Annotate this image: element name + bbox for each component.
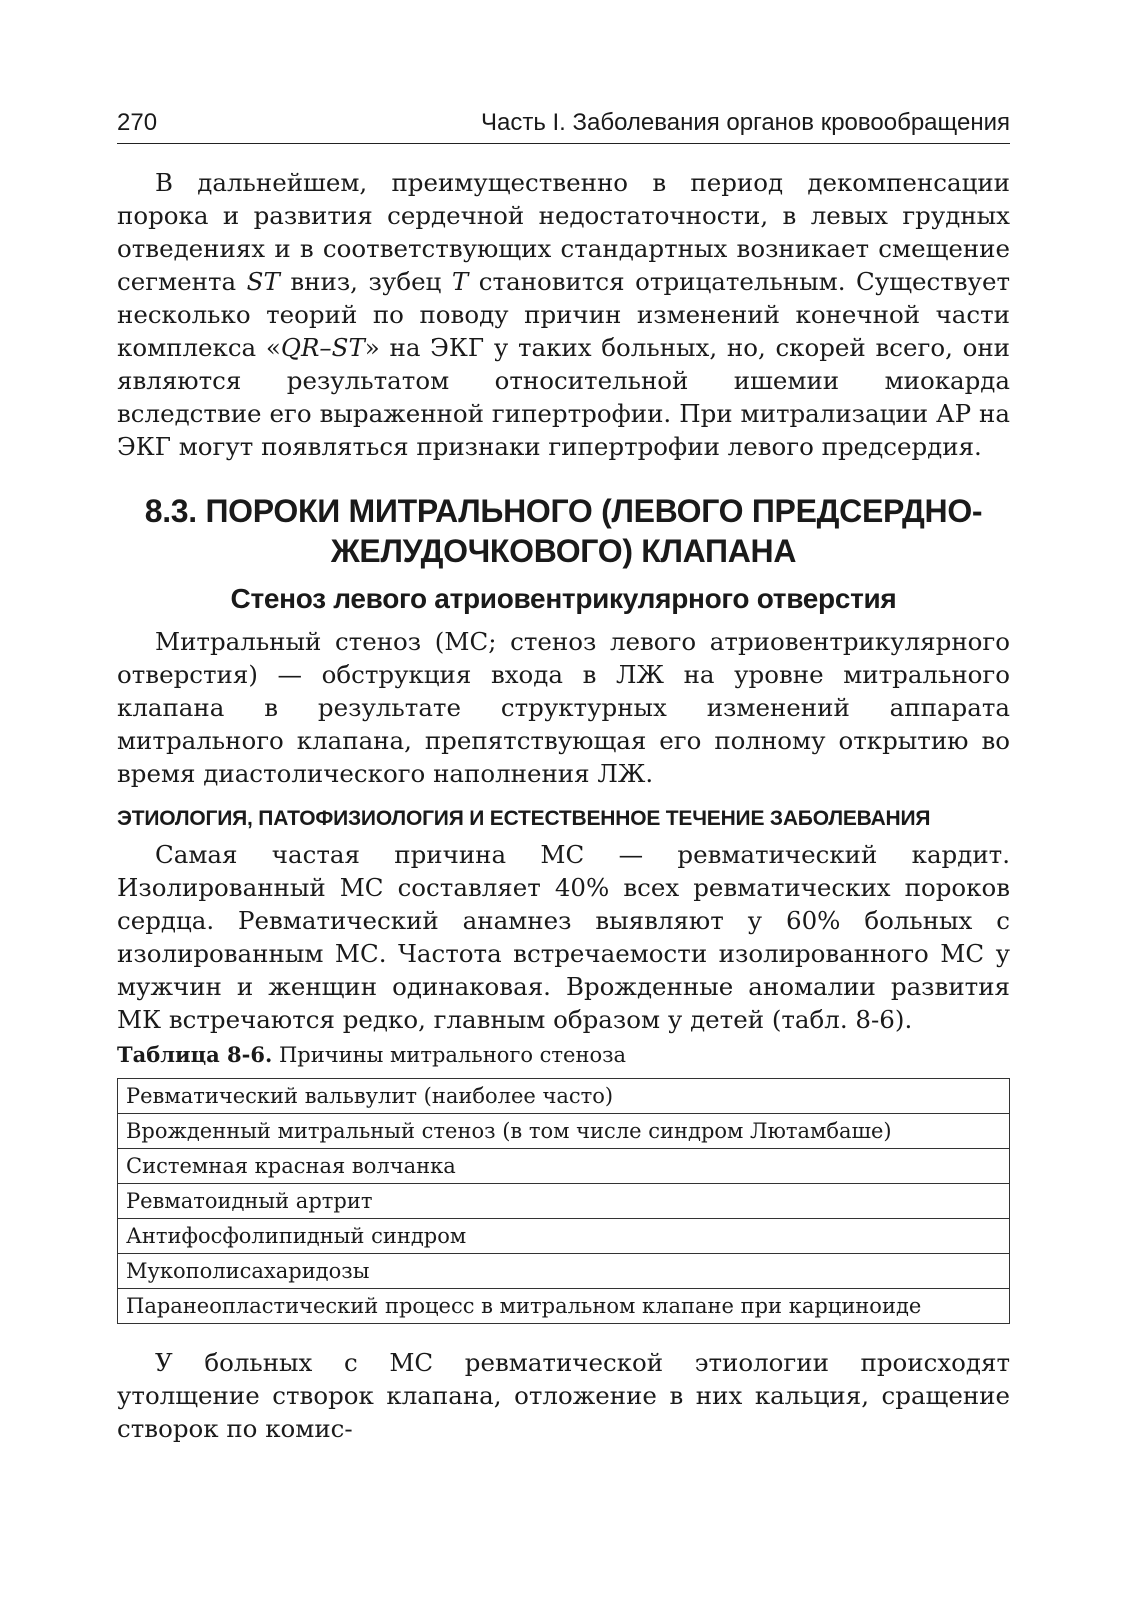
paragraph-etiology: Самая частая причина МС — ревматический кардит. Изолированный МС составляет 40% всех ревматических пороков сердца. Ревматический анамнез выявляют у 60% больных с изолированным МС. Частота встречаемости изолированного МС у мужчин и женщин одинаковая. Врожденные аномалии развития МК встречаются редко, главным образом у детей (табл. 8-6).: [117, 840, 1010, 1034]
qrst-complex-term: QR–ST: [280, 333, 365, 362]
table-cell: Ревматический вальвулит (наиболее часто): [118, 1079, 1010, 1114]
paragraph-ecg-changes: [117, 166, 1010, 463]
t-wave-term: T: [451, 267, 469, 296]
table-cell: Врожденный митральный стеноз (в том числе синдром Лютамбаше): [118, 1114, 1010, 1149]
table-cell: Паранеопластический процесс в митральном клапане при карциноиде: [118, 1289, 1010, 1324]
subsection-title: Стеноз левого атриовентрикулярного отверстия: [230, 583, 897, 614]
table-row: [118, 1079, 1010, 1114]
causes-table: [117, 1078, 1010, 1324]
running-header: [117, 108, 1010, 144]
table-cell: Системная красная волчанка: [118, 1149, 1010, 1184]
table-cell: Антифосфолипидный синдром: [118, 1219, 1010, 1254]
page-number: 270: [117, 109, 158, 136]
paragraph-definition: Митральный стеноз (МС; стеноз левого атриовентрикулярного отверстия) — обструкция входа в ЛЖ на уровне митрального клапана в результате структурных изменений аппарата митрального клапана, препятствующая его полному открытию во время диастолического наполнения ЛЖ.: [117, 627, 1010, 788]
section-title: [117, 491, 1010, 571]
paragraph-text-3: становится отрицательным. Существует несколько теорий по поводу причин изменений конечной части комплекса «: [117, 267, 1011, 362]
etiology-heading: ЭТИОЛОГИЯ, ПАТОФИЗИОЛОГИЯ И ЕСТЕСТВЕННОЕ ТЕЧЕНИЕ ЗАБОЛЕВАНИЯ: [117, 807, 931, 830]
table-row: [118, 1184, 1010, 1219]
table-caption: [117, 1040, 1010, 1070]
table-row: [118, 1114, 1010, 1149]
book-page: [117, 108, 1010, 1445]
section-title-line-2: ЖЕЛУДОЧКОВОГО) КЛАПАНА: [330, 533, 797, 569]
paragraph-text-2: вниз, зубец: [279, 267, 452, 296]
paragraph-text-1: В дальнейшем, преимущественно в период декомпенсации порока и развития сердечной недостаточности, в левых грудных отведениях и в соответствующих стандартных возникает смещение сегмента: [117, 168, 1010, 296]
table-row: [118, 1149, 1010, 1184]
paragraph-text-4: » на ЭКГ у таких больных, но, скорей всего, они являются результатом относительной ишемии миокарда вследствие его выраженной гипертрофии. При митрализации АР на ЭКГ могут появляться признаки гипертрофии левого предсердия.: [117, 333, 1010, 461]
table-row: [118, 1219, 1010, 1254]
table-row: [118, 1254, 1010, 1289]
table-row: [118, 1289, 1010, 1324]
table-caption-label: Таблица 8-6.: [117, 1042, 273, 1067]
table-caption-text: Причины митрального стеноза: [272, 1043, 627, 1067]
st-segment-term: ST: [246, 267, 280, 296]
running-title: Часть I. Заболевания органов кровообращения: [480, 109, 1010, 136]
table-cell: Мукополисахаридозы: [118, 1254, 1010, 1289]
table-cell: Ревматоидный артрит: [118, 1184, 1010, 1219]
section-title-line-1: 8.3. ПОРОКИ МИТРАЛЬНОГО (ЛЕВОГО ПРЕДСЕРДНО-: [144, 493, 983, 529]
paragraph-pathology: У больных с МС ревматической этиологии происходят утолщение створок клапана, отложение в них кальция, сращение створок по комис-: [117, 1348, 1010, 1443]
